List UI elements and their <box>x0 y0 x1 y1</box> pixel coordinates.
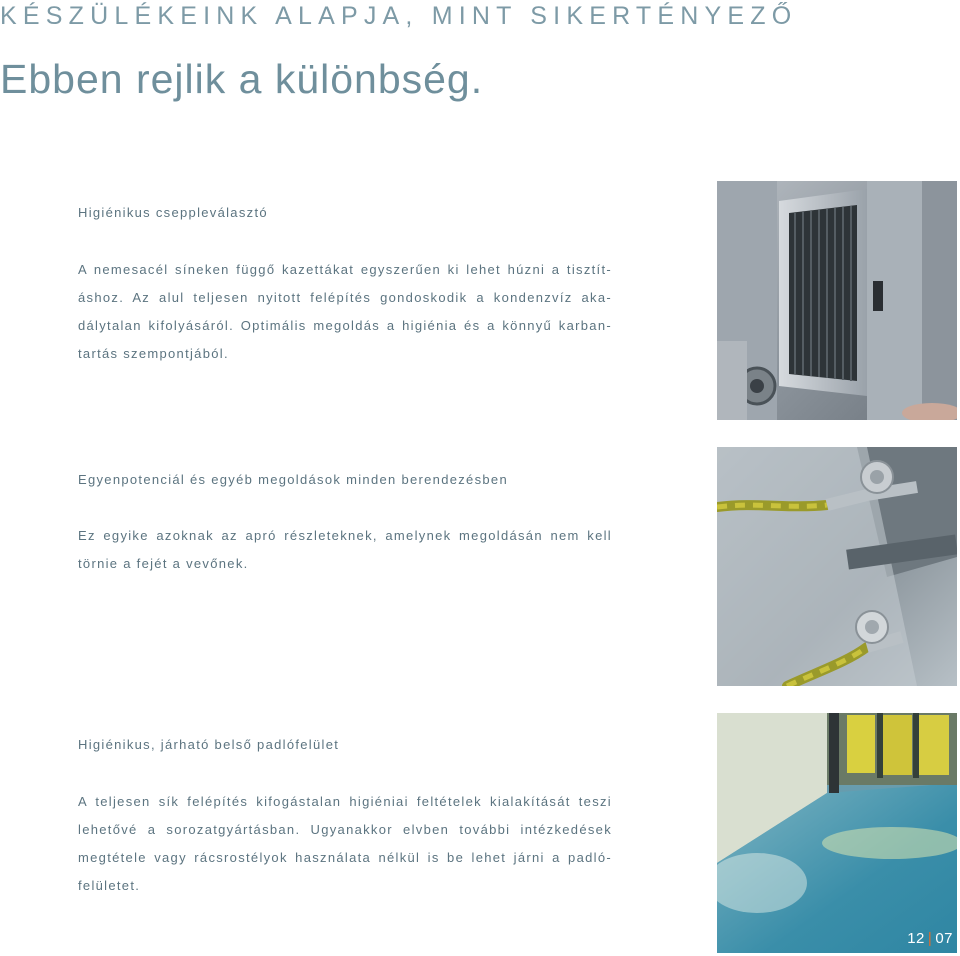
section-title-droplet-separator: Higiénikus cseppleválasztó <box>78 205 268 220</box>
section-title-equipotential: Egyenpotenciál és egyéb megoldások minden berendezésben <box>78 472 508 487</box>
page-number <box>907 930 953 947</box>
photo-grounding-cable <box>717 447 957 686</box>
page-kicker: KÉSZÜLÉKEINK ALAPJA, MINT SIKERTÉNYEZŐ <box>0 2 798 30</box>
section-body-equipotential: Ez egyike azoknak az apró részleteknek, amelynek megoldásán nem kell törnie a fejét a vevőnek. <box>78 528 612 571</box>
page-title: Ebben rejlik a különbség. <box>0 56 484 102</box>
page-number-right: 07 <box>935 930 953 947</box>
photo-interior-floor <box>717 713 957 953</box>
page-number-separator: | <box>927 930 933 947</box>
page-number-left: 12 <box>907 930 925 947</box>
section-title-floor-surface: Higiénikus, járható belső padlófelület <box>78 737 340 752</box>
section-body-floor-surface: A teljesen sík felépítés kifogástalan higiéniai feltételek kialakítását teszi lehetővé a sorozatgyártásban. Ugyanakkor elvben további intézkedések megtétele vagy rácsrostélyok használata nélkül is be lehet járni a padló-felületet. <box>78 794 612 893</box>
section-body-droplet-separator: A nemesacél síneken függő kazettákat egyszerűen ki lehet húzni a tisztít-áshoz. Az alul teljesen nyitott felépítés gondoskodik a kondenzvíz aka-dálytalan kifolyásáról. Optimális megoldás a higiénia és a könnyű karban-tartás szempontjából. <box>78 262 612 361</box>
photo-droplet-separator <box>717 181 957 420</box>
